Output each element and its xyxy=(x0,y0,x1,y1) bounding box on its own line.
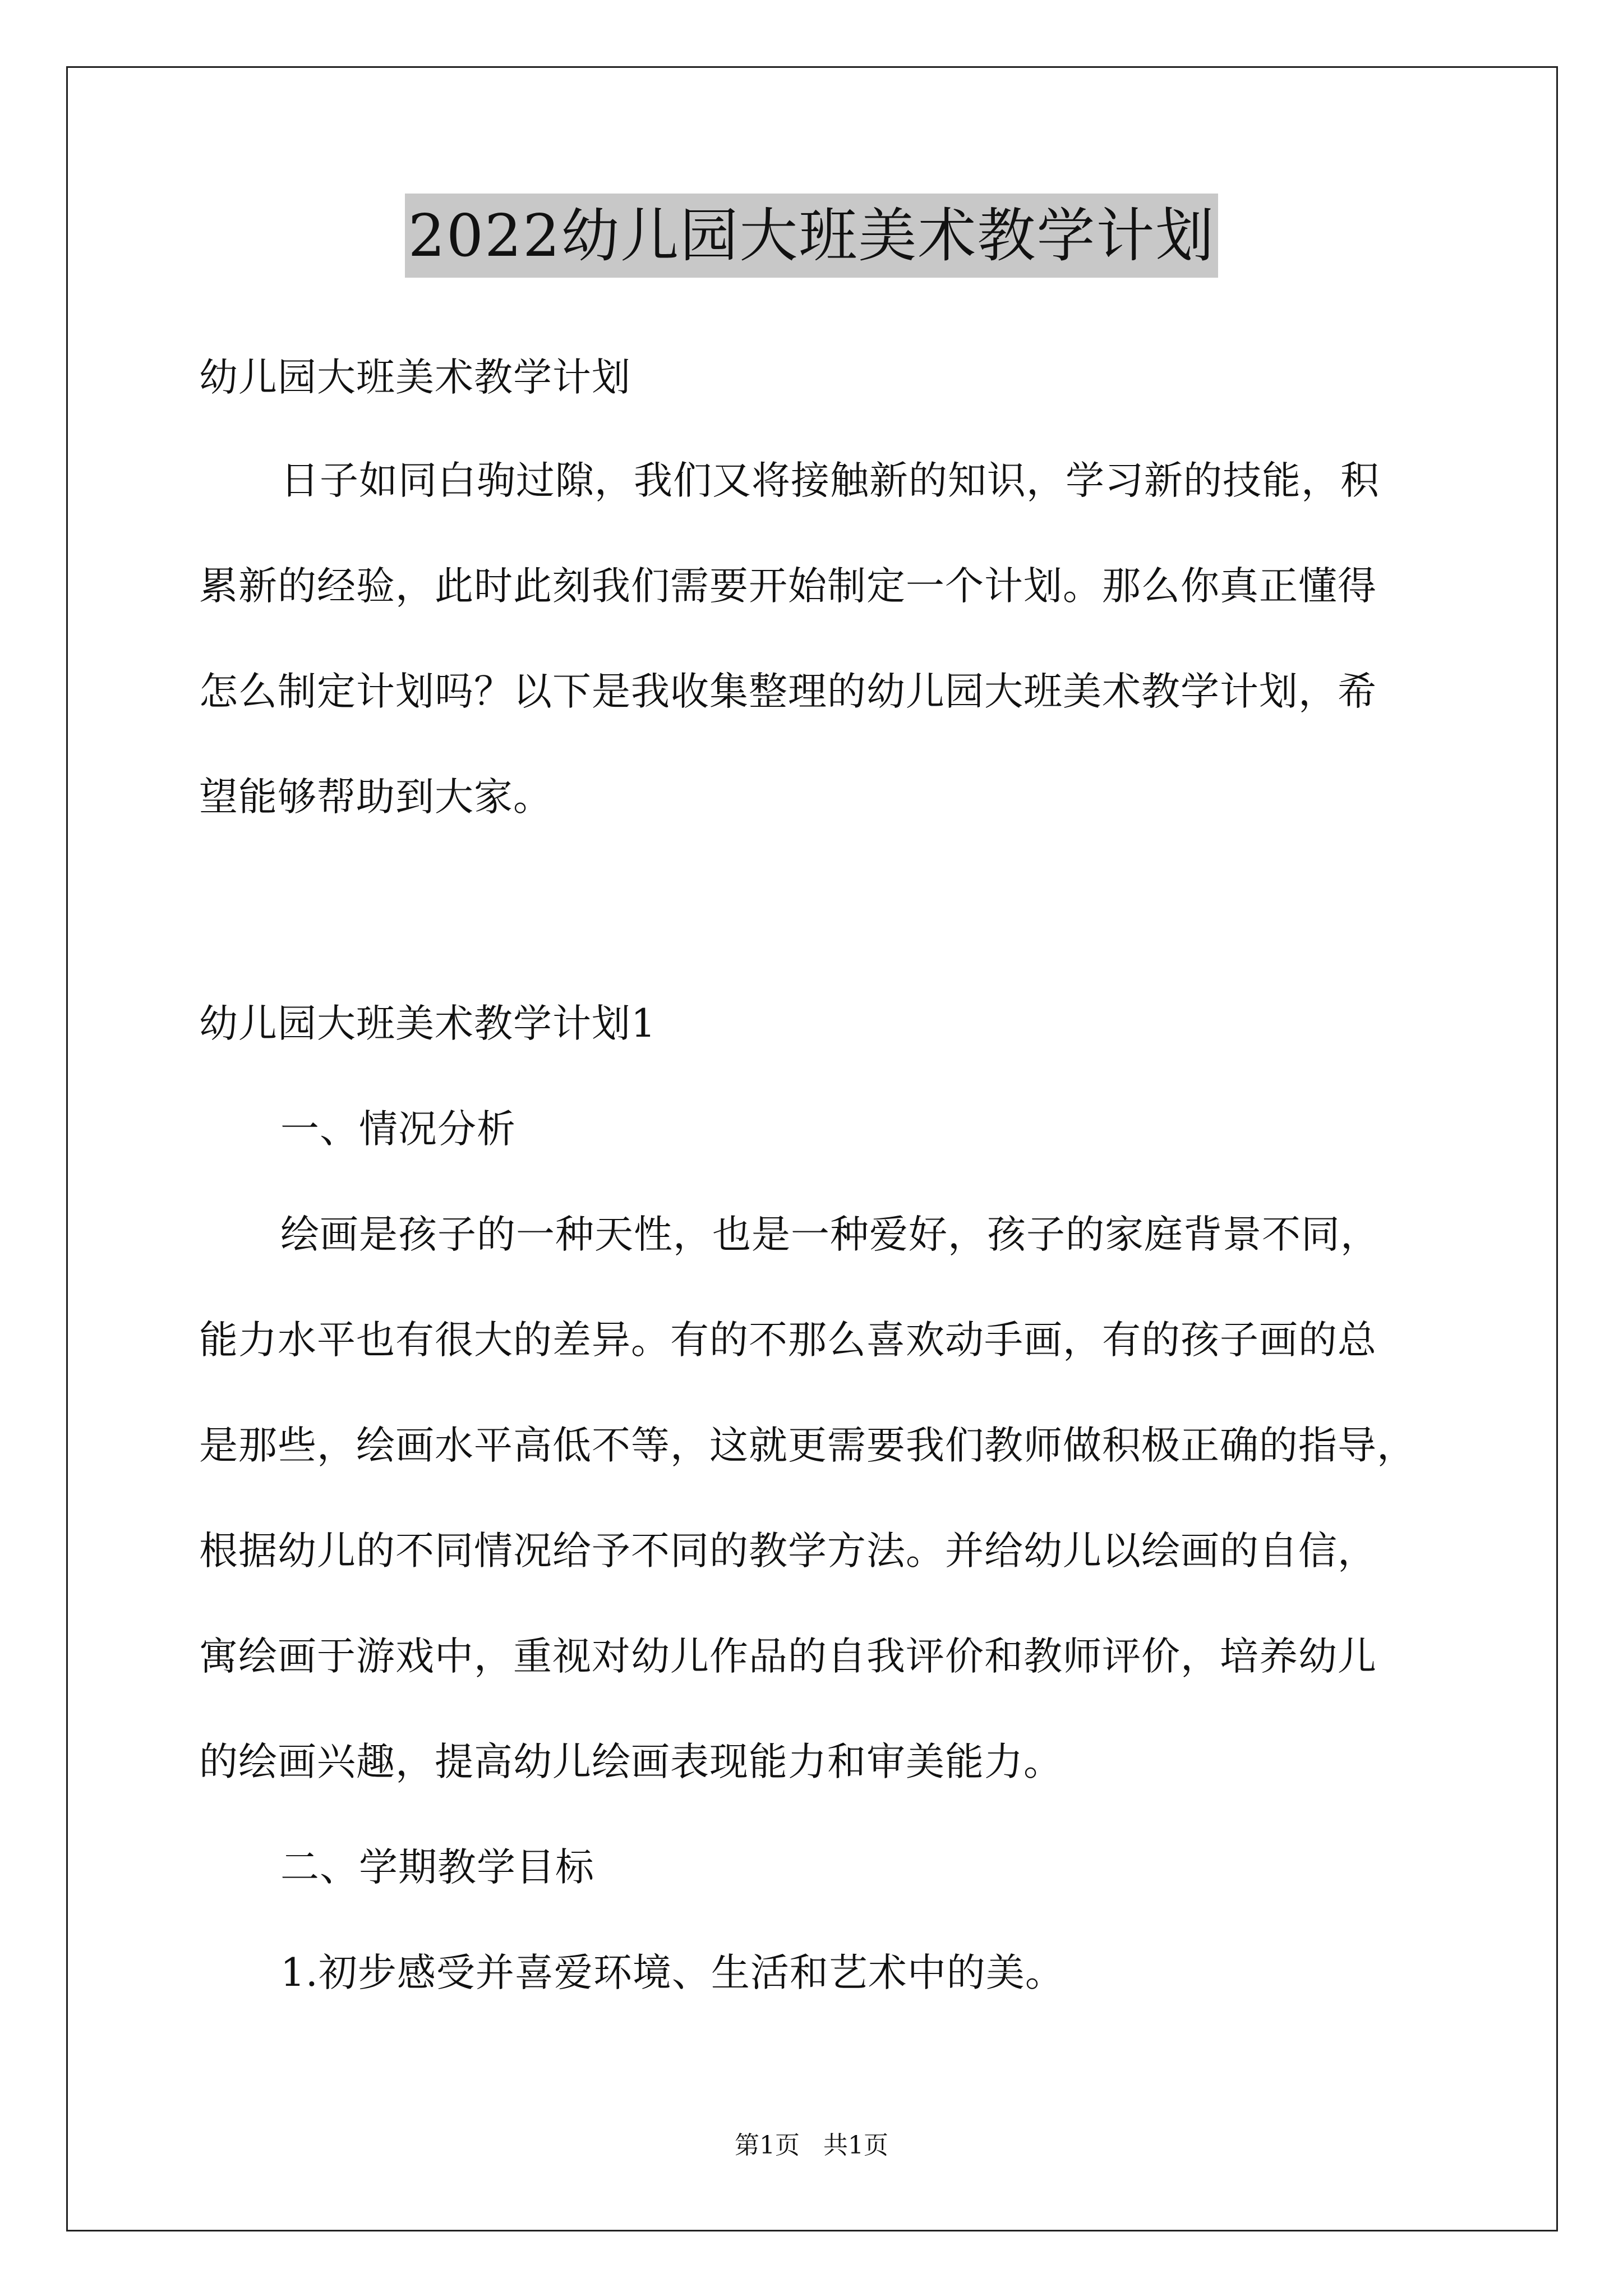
title-container xyxy=(0,194,1623,278)
intro-line-2: 累新的经验，此时此刻我们需要开始制定一个计划。那么你真正懂得 xyxy=(199,564,1377,609)
intro-line-4: 望能够帮助到大家。 xyxy=(199,775,552,820)
document-subtitle: 幼儿园大班美术教学计划 xyxy=(199,355,631,400)
intro-line-1: 日子如同白驹过隙，我们又将接触新的知识，学习新的技能，积 xyxy=(280,458,1380,503)
goal-item-1: 1.初步感受并喜爱环境、生活和艺术中的美。 xyxy=(280,1950,1064,1995)
heading-situation-analysis: 一、情况分析 xyxy=(280,1107,516,1152)
page-footer: 第1页 共1页 xyxy=(735,2131,888,2160)
para-1-line-4: 根据幼儿的不同情况给予不同的教学方法。并给幼儿以绘画的自信， xyxy=(199,1529,1377,1573)
para-1-line-2: 能力水平也有很大的差异。有的不那么喜欢动手画，有的孩子画的总 xyxy=(199,1318,1377,1363)
para-1-line-3: 是那些，绘画水平高低不等，这就更需要我们教师做积极正确的指导， xyxy=(199,1423,1416,1468)
section-title: 幼儿园大班美术教学计划1 xyxy=(199,1001,656,1046)
heading-semester-goals: 二、学期教学目标 xyxy=(280,1845,594,1890)
para-1-line-6: 的绘画兴趣，提高幼儿绘画表现能力和审美能力。 xyxy=(199,1740,1063,1784)
para-1-line-5: 寓绘画于游戏中，重视对幼儿作品的自我评价和教师评价，培养幼儿 xyxy=(199,1634,1377,1679)
para-1-line-1: 绘画是孩子的一种天性，也是一种爱好，孩子的家庭背景不同， xyxy=(280,1212,1380,1257)
intro-line-3: 怎么制定计划吗？以下是我收集整理的幼儿园大班美术教学计划，希 xyxy=(199,669,1377,714)
document-title: 2022幼儿园大班美术教学计划 xyxy=(405,194,1219,278)
